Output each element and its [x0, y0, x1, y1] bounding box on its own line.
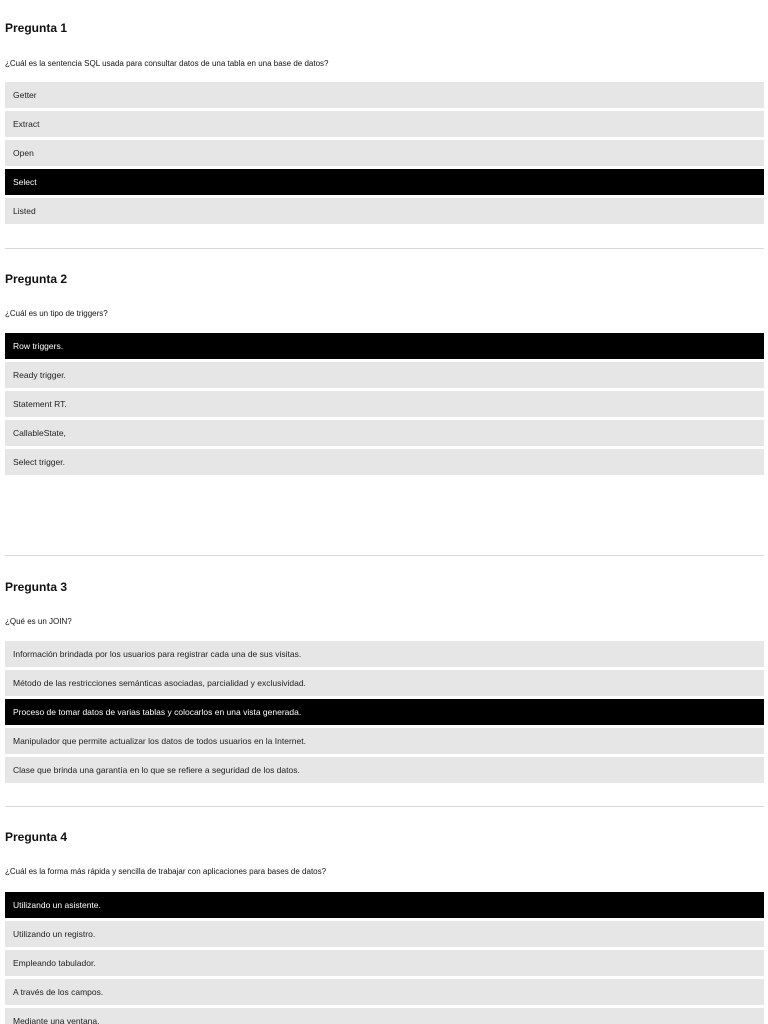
- answer-option[interactable]: Método de las restricciones semánticas asociadas, parcialidad y exclusividad.: [5, 670, 764, 696]
- answer-option[interactable]: Select: [5, 169, 764, 195]
- question-title: Pregunta 2: [5, 272, 68, 286]
- divider: [5, 806, 764, 807]
- question-text: ¿Cuál es la sentencia SQL usada para consultar datos de una tabla en una base de datos?: [5, 59, 329, 68]
- answer-option[interactable]: Proceso de tomar datos de varias tablas y colocarlos en una vista generada.: [5, 699, 764, 725]
- question-title: Pregunta 4: [5, 830, 68, 844]
- question-title: Pregunta 3: [5, 580, 68, 594]
- answer-option[interactable]: Información brindada por los usuarios para registrar cada una de sus visitas.: [5, 641, 764, 667]
- answer-option[interactable]: Mediante una ventana.: [5, 1008, 764, 1024]
- answer-option[interactable]: Manipulador que permite actualizar los datos de todos usuarios en la Internet.: [5, 728, 764, 754]
- answer-option[interactable]: Ready trigger.: [5, 362, 764, 388]
- answer-option[interactable]: Utilizando un asistente.: [5, 892, 764, 918]
- answer-option[interactable]: A través de los campos.: [5, 979, 764, 1005]
- answer-option[interactable]: Getter: [5, 82, 764, 108]
- answer-option[interactable]: Select trigger.: [5, 449, 764, 475]
- answer-option[interactable]: Statement RT.: [5, 391, 764, 417]
- answer-option[interactable]: Open: [5, 140, 764, 166]
- answer-option[interactable]: Row triggers.: [5, 333, 764, 359]
- divider: [5, 555, 764, 556]
- question-text: ¿Qué es un JOIN?: [5, 617, 72, 626]
- answer-option[interactable]: Listed: [5, 198, 764, 224]
- question-title: Pregunta 1: [5, 21, 68, 35]
- question-text: ¿Cuál es la forma más rápida y sencilla de trabajar con aplicaciones para bases de datos?: [5, 867, 327, 876]
- question-text: ¿Cuál es un tipo de triggers?: [5, 309, 108, 318]
- divider: [5, 248, 764, 249]
- answer-option[interactable]: CallableState,: [5, 420, 764, 446]
- answer-option[interactable]: Empleando tabulador.: [5, 950, 764, 976]
- answer-option[interactable]: Clase que brinda una garantía en lo que se refiere a seguridad de los datos.: [5, 757, 764, 783]
- answer-option[interactable]: Extract: [5, 111, 764, 137]
- answer-option[interactable]: Utilizando un registro.: [5, 921, 764, 947]
